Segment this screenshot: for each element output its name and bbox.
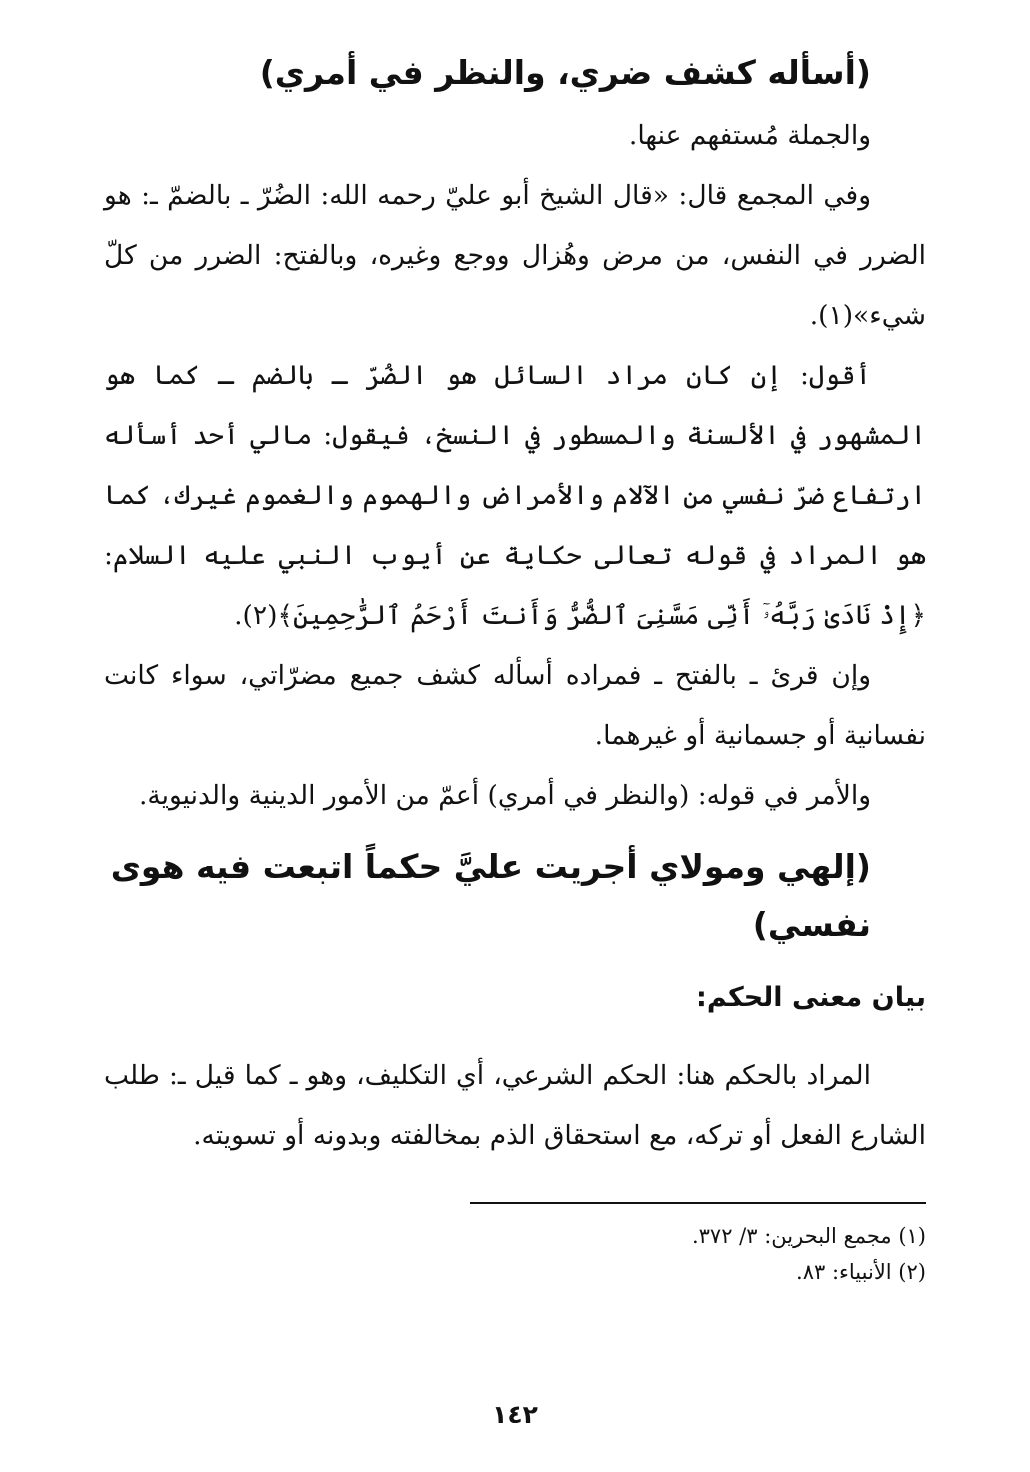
paragraph: وفي المجمع قال: «قال الشيخ أبو عليّ رحمه الله: الضُرّ ـ بالضمّ ـ: هو الضرر في النفس، من مرض وهُزال ووجع وغيره، وبالفتح: الضرر من كلّ شيء»(١). [104,180,926,331]
footnotes [104,1218,926,1290]
paragraph: والجملة مُستفهم عنها. [628,120,871,151]
section-heading-1: (أسأله كشف ضري، والنظر في أمري) [259,53,871,92]
page-body [104,44,926,1434]
section-2-body [104,1046,926,1166]
section-heading-2: (إلهي ومولاي أجريت عليَّ حكماً اتبعت فيه هوى نفسي) [110,847,871,944]
footnote-1: (١) مجمع البحرين: ٣/ ٣٧٢. [691,1224,926,1248]
footnote-divider [470,1202,926,1204]
paragraph: وإن قرئ ـ بالفتح ـ فمراده أسأله كشف جميع مضرّاتي، سواء كانت نفسانية أو جسمانية أو غيرهما. [104,660,926,751]
footnote-2: (٢) الأنبياء: ٨٣. [796,1260,926,1284]
section-1-body [104,106,926,826]
paragraph: المراد بالحكم هنا: الحكم الشرعي، أي التكليف، وهو ـ كما قيل ـ: طلب الشارع الفعل أو تركه، مع استحقاق الذم بمخالفته وبدونه أو تسويته. [104,1060,926,1151]
paragraph: أقول: إن كان مراد السائل هو الضُرّ ـ بالضم ـ كما هو المشهور في الألسنة والمسطور في النسخ، فيقول: مالي أحد أسأله ارتفاع ضرّ نفسي من الآلام والأمراض والهموم والغموم غيرك، كما هو المراد في قوله تعالى حكاية عن أيوب النبي عليه السلام: ﴿إِذْ نَادَىٰ رَبَّهُۥٓ أَنِّى مَسَّنِىَ ٱلضُّرُّ وَأَنتَ أَرْحَمُ ٱلرَّٰحِمِينَ﴾(٢). [104,360,926,631]
page-number: ١٤٢ [492,1400,538,1429]
subsection-heading: بيان معنى الحكم: [696,982,926,1013]
paragraph: والأمر في قوله: (والنظر في أمري) أعمّ من الأمور الدينية والدنيوية. [138,780,871,811]
